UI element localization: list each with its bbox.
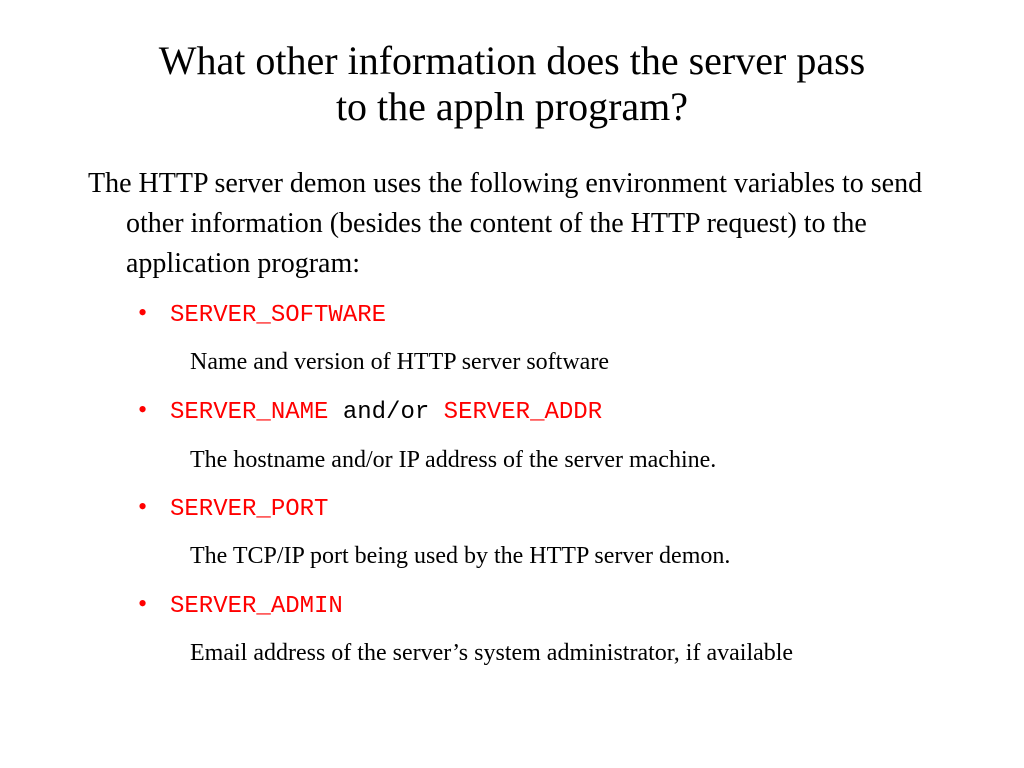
desc-server-name-addr: The hostname and/or IP address of the server machine. bbox=[190, 447, 717, 473]
bullet-icon: • bbox=[138, 395, 148, 424]
bullet-icon: • bbox=[138, 589, 148, 618]
desc-server-admin: Email address of the server’s system administrator, if available bbox=[190, 640, 794, 666]
env-var-server-addr: SERVER_ADDR bbox=[443, 399, 603, 426]
connector-text: and/or bbox=[342, 399, 430, 426]
slide-title bbox=[60, 38, 964, 130]
desc-server-software: Name and version of HTTP server software bbox=[190, 349, 609, 375]
bullet-icon: • bbox=[138, 298, 148, 327]
intro-paragraph: The HTTP server demon uses the following environment variables to send other information (besides the content of the HTTP request) to the application program: bbox=[88, 168, 923, 279]
connector-and-or bbox=[328, 399, 342, 426]
bullet-item-server-port bbox=[138, 492, 328, 525]
bullet-item-server-admin bbox=[138, 589, 343, 622]
env-var-server-admin: SERVER_ADMIN bbox=[170, 593, 343, 620]
desc-server-port: The TCP/IP port being used by the HTTP server demon. bbox=[190, 543, 731, 569]
bullet-item-server-software bbox=[138, 298, 386, 331]
bullet-item-server-name-addr bbox=[138, 395, 602, 428]
bullet-icon: • bbox=[138, 492, 148, 521]
env-var-server-software: SERVER_SOFTWARE bbox=[170, 302, 387, 329]
env-var-server-name: SERVER_NAME bbox=[170, 399, 329, 426]
slide-title-line-1: What other information does the server pass bbox=[158, 38, 866, 83]
slide-title-line-2: to the appln program? bbox=[335, 84, 689, 129]
env-var-server-port: SERVER_PORT bbox=[170, 496, 329, 523]
